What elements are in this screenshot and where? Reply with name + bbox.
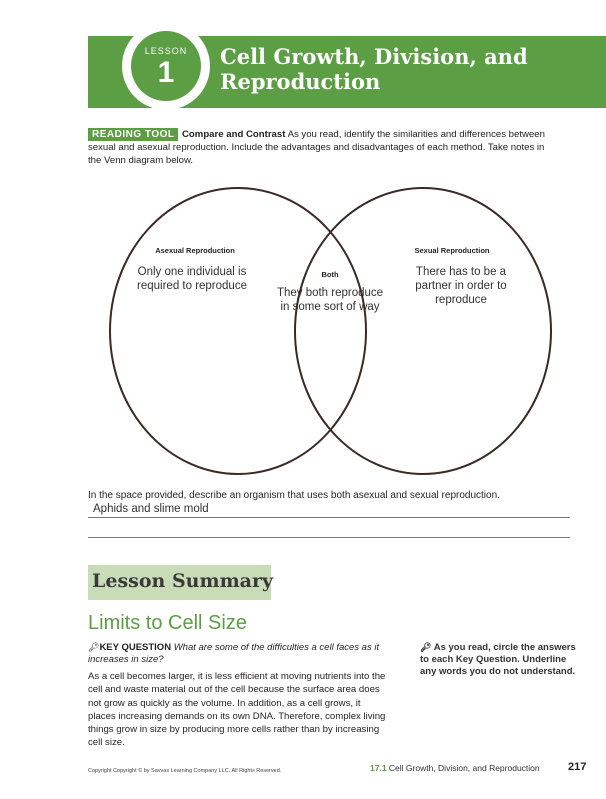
chapter-label: CHAPTER 17 (78, 39, 87, 99)
summary-title: Lesson Summary (92, 570, 274, 592)
page-number: 217 (568, 761, 587, 773)
key-question-label: KEY QUESTION (99, 642, 172, 653)
venn-middle-note[interactable]: They both reproduce in some sort of way (276, 287, 384, 313)
reading-strategy: Compare and Contrast (182, 129, 286, 140)
running-footer (370, 763, 540, 773)
writing-answer[interactable]: Aphids and slime mold (93, 503, 209, 515)
venn-left-heading: Asexual Reproduction (155, 246, 235, 255)
answer-line-2 (88, 537, 570, 538)
footer-section: 17.1 (370, 763, 387, 773)
section-title: Limits to Cell Size (88, 612, 247, 634)
writing-prompt: In the space provided, describe an organism that uses both asexual and sexual reproduction. (88, 490, 500, 501)
key-icon: 🔑︎ (420, 642, 432, 652)
key-question (88, 641, 388, 666)
copyright: Copyright Copyright © by Savvas Learning Company LLC. All Rights Reserved. (88, 768, 282, 774)
page-title (220, 44, 600, 94)
venn-left-circle (110, 188, 366, 474)
venn-middle-heading: Both (321, 270, 339, 279)
sidebar-note-text: As you read, circle the answers to each Key Question. Underline any words you do not understand. (420, 642, 576, 677)
sidebar-note (420, 641, 580, 678)
venn-right-circle (295, 188, 551, 474)
footer-section-title: Cell Growth, Division, and Reproduction (388, 763, 540, 773)
lesson-word: LESSON (144, 46, 188, 56)
key-question-text: What are some of the difficulties a cell faces as it increases in size? (88, 642, 380, 665)
key-icon: 🔑︎ (88, 642, 100, 652)
lesson-number: 1 (157, 56, 175, 89)
reading-tool-tag: READING TOOL (88, 128, 178, 141)
reading-instructions-text: As you read, identify the similarities and differences between sexual and asexual reproduction. Include the advantages and disadvantages of each method. Take notes in the Venn diagram below. (88, 129, 545, 166)
summary-body: As a cell becomes larger, it is less efficient at moving nutrients into the cell and waste material out of the cell because the surface area does not grow as quickly as the volume. In addition, as a cell grows, it places increasing demands on its own DNA. Therefore, complex living things grow in size by producing more cells rather than by increasing cell size. (88, 671, 386, 749)
answer-line-1 (88, 517, 570, 518)
venn-right-heading: Sexual Reproduction (414, 246, 490, 255)
page-title-line-2: Reproduction (220, 69, 381, 94)
page-title-line-1: Cell Growth, Division, and (220, 44, 528, 69)
venn-diagram (108, 186, 558, 476)
venn-right-note[interactable]: There has to be a partner in order to reproduce (415, 266, 507, 306)
venn-left-note[interactable]: Only one individual is required to reproduce (137, 266, 247, 292)
